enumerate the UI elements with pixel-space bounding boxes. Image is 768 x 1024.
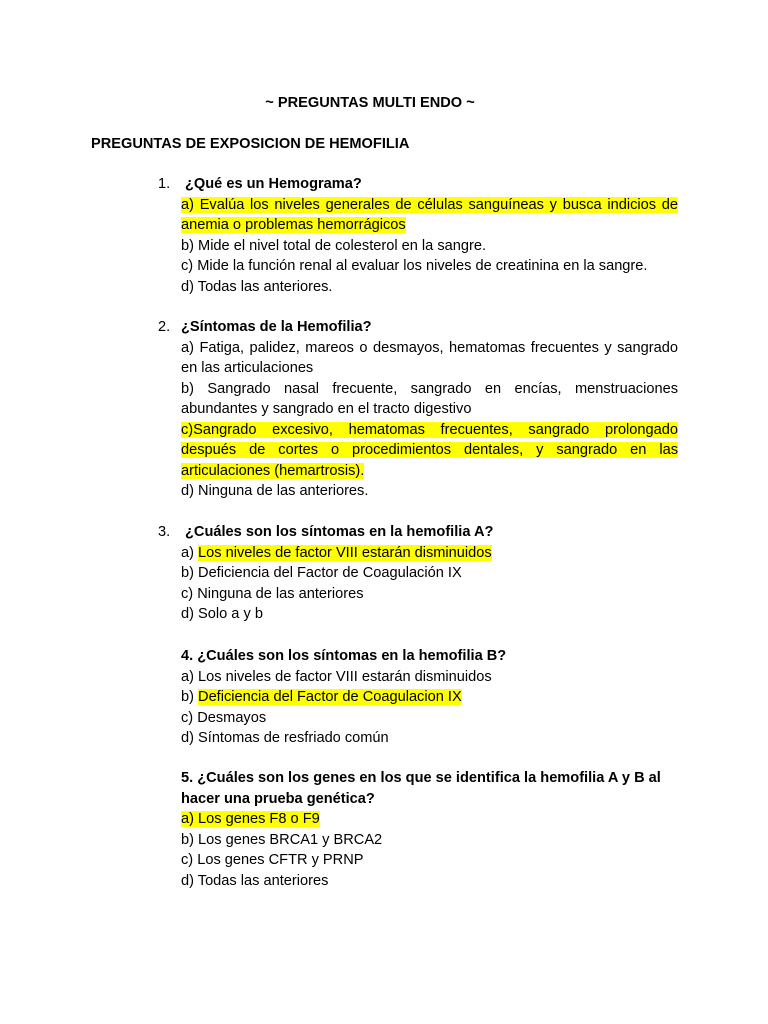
answer-option: a) Los niveles de factor VIII estarán disminuidos [181, 544, 492, 561]
answer-option: c) Ninguna de las anteriores [181, 585, 364, 602]
answer-option: b) Deficiencia del Factor de Coagulación IX [181, 565, 462, 581]
question-text: ¿Qué es un Hemograma? [185, 176, 362, 192]
answer-option: d) Síntomas de resfriado común [181, 730, 389, 746]
question-text: ¿Cuáles son los síntomas en la hemofilia A? [185, 524, 494, 540]
answer-option: b) Mide el nivel total de colesterol en la sangre. [181, 237, 487, 254]
answer-option: d) Ninguna de las anteriores. [181, 483, 369, 499]
highlighted-answer: a) Los genes F8 o F9 [181, 811, 320, 827]
question-1 [158, 174, 678, 297]
answer-option: d) Todas las anteriores. [181, 278, 333, 295]
highlighted-answer: Deficiencia del Factor de Coagulacion IX [198, 689, 462, 705]
page-title: ~ PREGUNTAS MULTI ENDO ~ [265, 95, 475, 111]
question-text: 5. ¿Cuáles son los genes en los que se identifica la hemofilia A y B al hacer una prueba genética? [181, 770, 661, 807]
answer-option [181, 809, 678, 830]
highlighted-answer: Los niveles de factor VIII estarán disminuidos [198, 544, 492, 561]
answer-option: b) Sangrado nasal frecuente, sangrado en encías, menstruaciones abundantes y sangrado en el tracto digestivo [181, 380, 678, 417]
answer-option: d) Todas las anteriores [181, 872, 329, 889]
answer-option: a) Los niveles de factor VIII estarán disminuidos [181, 668, 492, 685]
answer-option [181, 420, 678, 482]
highlighted-answer: c)Sangrado excesivo, hematomas frecuentes, sangrado prolongado después de cortes o procedimientos dentales, y sangrado en las articulaciones (hemartrosis). [181, 421, 678, 479]
answer-option: d) Solo a y b [181, 606, 263, 622]
question-2 [158, 317, 678, 502]
answer-option: a) Fatiga, palidez, mareos o desmayos, hematomas frecuentes y sangrado en las articulaciones [181, 339, 678, 376]
highlighted-answer: a) Evalúa los niveles generales de células sanguíneas y busca indicios de anemia o problemas hemorrágicos [181, 196, 678, 233]
question-5 [181, 768, 678, 891]
question-number: 2. [158, 319, 171, 335]
question-number: 3. [158, 524, 171, 540]
section-title: PREGUNTAS DE EXPOSICION DE HEMOFILIA [91, 136, 410, 152]
question-text: ¿Síntomas de la Hemofilia? [181, 319, 372, 335]
answer-option: c) Desmayos [181, 709, 267, 726]
answer-option: b) Los genes BRCA1 y BRCA2 [181, 831, 383, 848]
answer-option [181, 195, 678, 236]
question-text: 4. ¿Cuáles son los síntomas en la hemofilia B? [181, 648, 507, 664]
answer-option: b) Deficiencia del Factor de Coagulacion IX [181, 689, 462, 705]
answer-option: c) Los genes CFTR y PRNP [181, 852, 364, 868]
question-number: 1. [158, 176, 171, 192]
answer-option: c) Mide la función renal al evaluar los niveles de creatinina en la sangre. [181, 258, 648, 274]
question-4 [181, 646, 678, 749]
question-3 [158, 522, 678, 625]
